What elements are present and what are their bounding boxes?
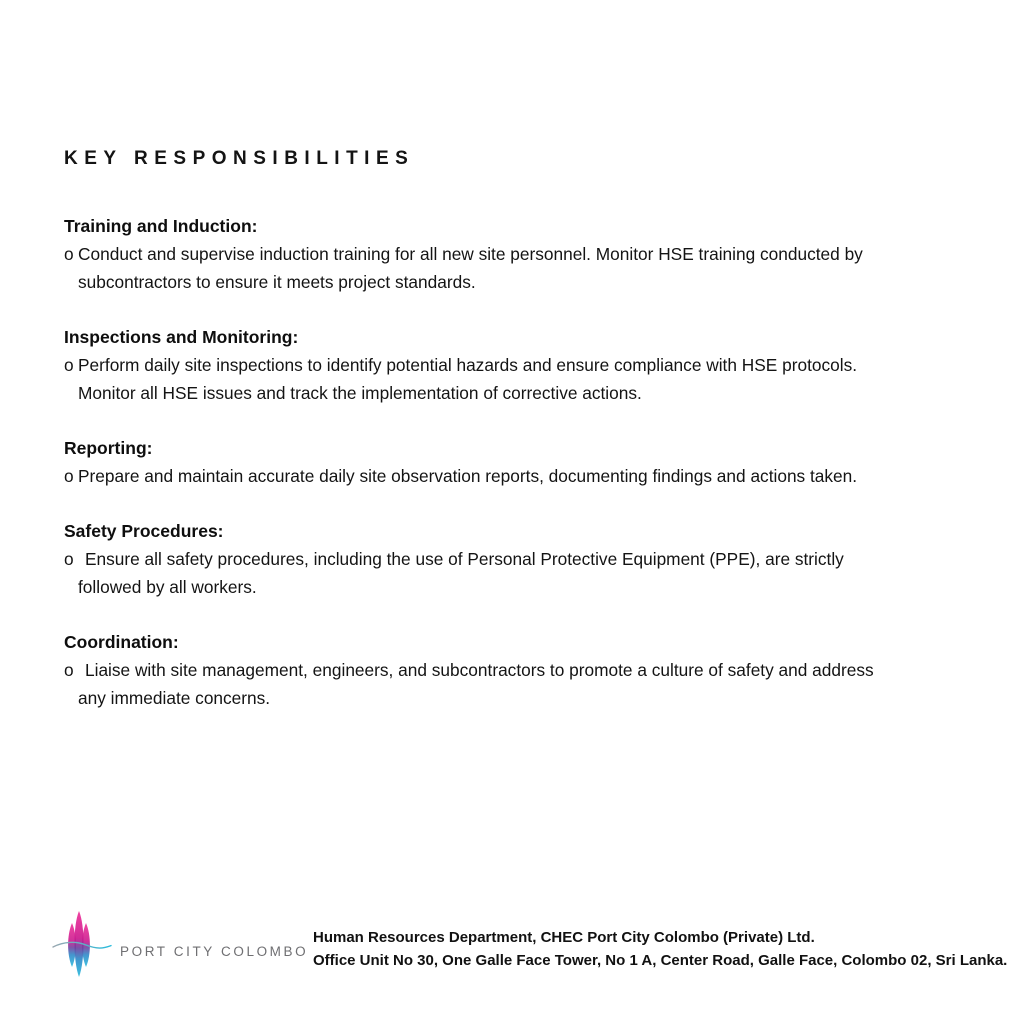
section-safety-procedures xyxy=(64,517,960,601)
page-footer xyxy=(51,903,1008,995)
address-line-2: Office Unit No 30, One Galle Face Tower, No 1 A, Center Road, Galle Face, Colombo 02, Sri Lanka. xyxy=(313,952,1008,969)
address-line-1: Human Resources Department, CHEC Port City Colombo (Private) Ltd. xyxy=(313,929,815,946)
bullet-text: Monitor all HSE issues and track the implementation of corrective actions. xyxy=(78,383,642,403)
section-heading: Safety Procedures: xyxy=(64,521,224,541)
section-heading: Training and Induction: xyxy=(64,216,258,236)
footer-address xyxy=(313,926,1007,972)
bullet-text: Prepare and maintain accurate daily site observation reports, documenting findings and actions taken. xyxy=(78,466,858,486)
logo-wordmark: PORT CITY COLOMBO xyxy=(120,944,309,959)
bullet-marker: o xyxy=(64,549,74,569)
list-item xyxy=(64,462,960,490)
port-city-colombo-lotus-icon xyxy=(51,903,121,987)
bullet-text: Liaise with site management, engineers, and subcontractors to promote a culture of safety and address xyxy=(85,660,874,680)
section-inspections-and-monitoring xyxy=(64,323,960,407)
section-heading: Coordination: xyxy=(64,632,179,652)
bullet-text: subcontractors to ensure it meets project standards. xyxy=(78,272,476,292)
bullet-marker: o xyxy=(64,355,74,375)
section-heading: Reporting: xyxy=(64,438,153,458)
bullet-text: any immediate concerns. xyxy=(78,688,271,708)
bullet-text: Ensure all safety procedures, including the use of Personal Protective Equipment (PPE), are strictly xyxy=(85,549,844,569)
bullet-text: Conduct and supervise induction training for all new site personnel. Monitor HSE training conducted by xyxy=(78,244,863,264)
page-title: KEY RESPONSIBILITIES xyxy=(64,148,415,169)
section-heading: Inspections and Monitoring: xyxy=(64,327,299,347)
bullet-marker: o xyxy=(64,466,74,486)
section-training-and-induction xyxy=(64,212,960,296)
bullet-text: followed by all workers. xyxy=(78,577,257,597)
section-coordination xyxy=(64,628,960,712)
bullet-marker: o xyxy=(64,660,74,680)
bullet-marker: o xyxy=(64,244,74,264)
list-item xyxy=(64,656,960,712)
list-item xyxy=(64,545,960,601)
document-body xyxy=(64,147,960,739)
list-item xyxy=(64,240,960,296)
bullet-text: Perform daily site inspections to identify potential hazards and ensure compliance with HSE protocols. xyxy=(78,355,858,375)
list-item xyxy=(64,351,960,407)
section-reporting xyxy=(64,434,960,490)
